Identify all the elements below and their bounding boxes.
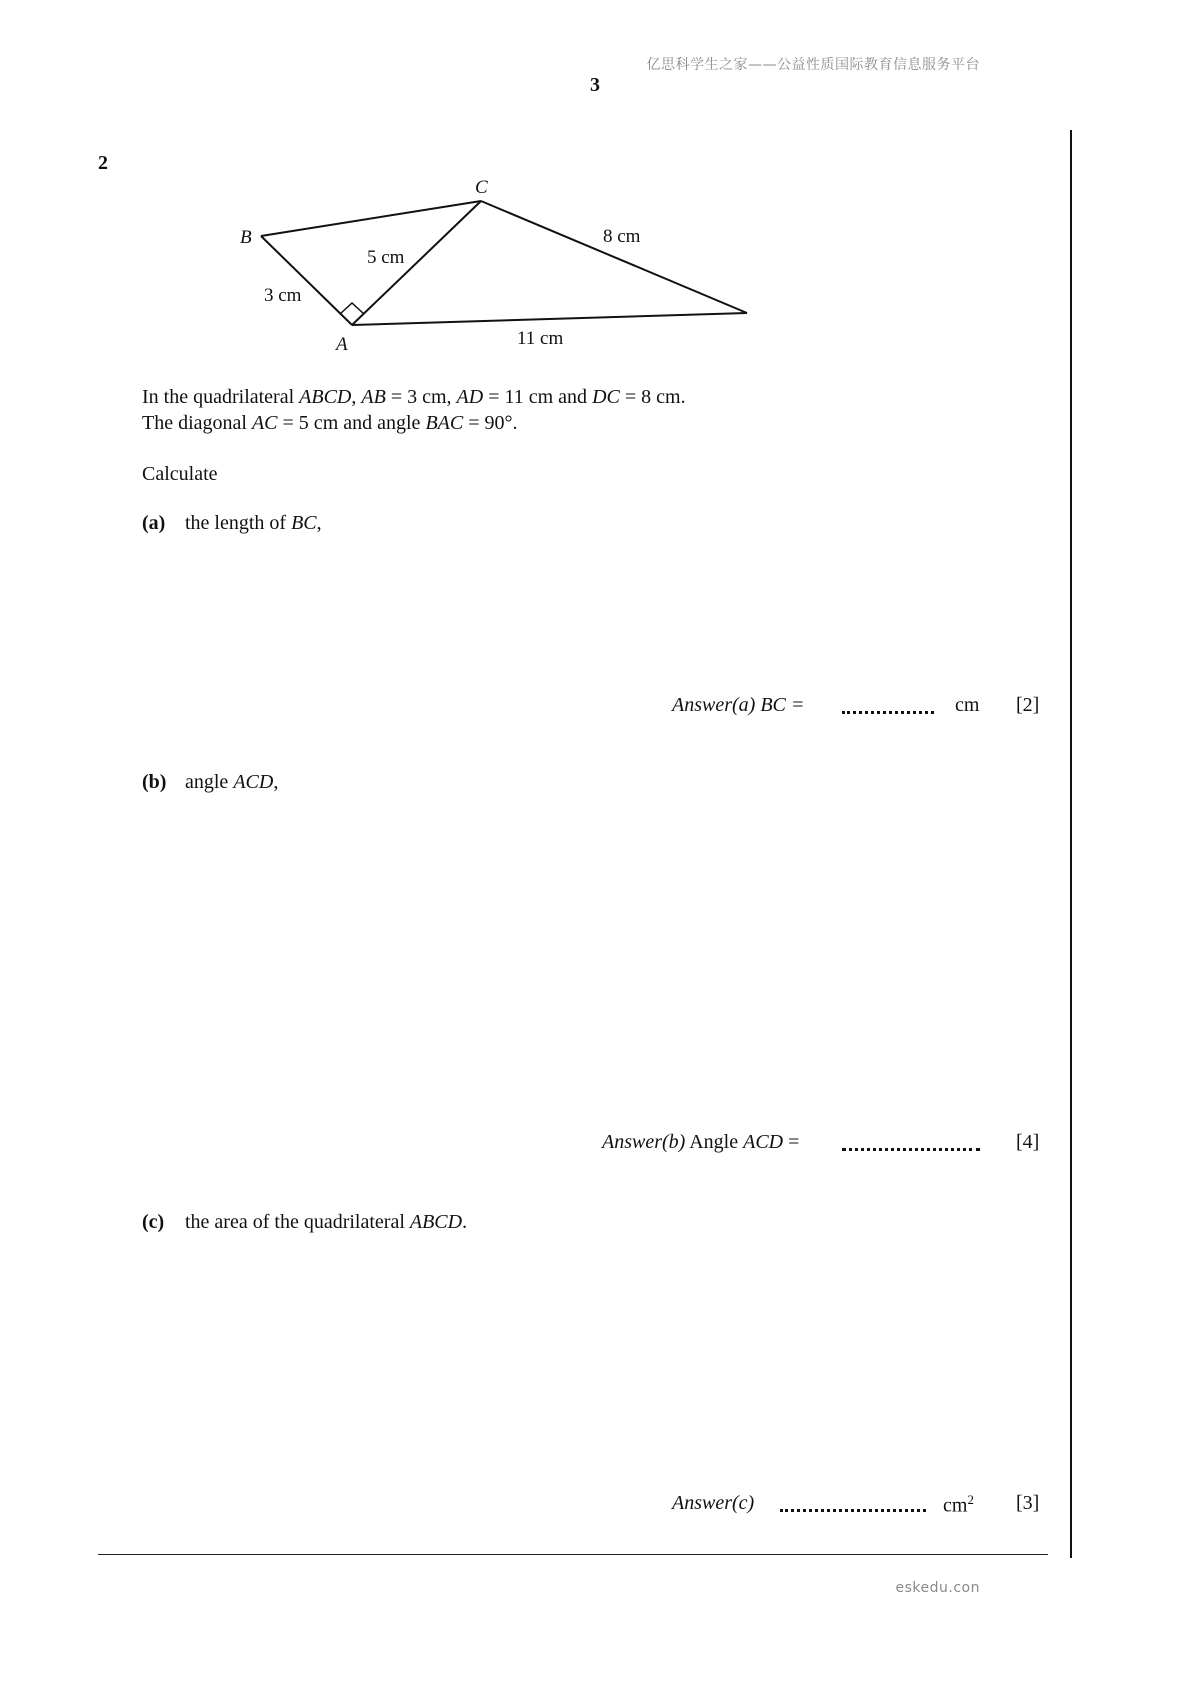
margin-rule — [1070, 130, 1072, 1558]
answer-c-label: Answer(c) — [672, 1492, 755, 1514]
page-number: 3 — [590, 74, 600, 96]
answer-a-line — [672, 694, 804, 717]
side-ab — [261, 236, 352, 325]
answer-c-unit: $cm^2$ — [943, 1492, 974, 1517]
header-watermark: 亿思科学生之家——公益性质国际教育信息服务平台 — [646, 57, 980, 73]
answer-b-field[interactable] — [842, 1147, 980, 1151]
right-angle-marker — [340, 303, 364, 314]
part-b-label: (b) — [142, 771, 167, 793]
answer-a-marks: [2] — [1016, 694, 1040, 716]
stem-line-2: The diagonal AC = 5 cm and angle BAC = 90°. — [142, 412, 518, 434]
part-c-prompt: (c) the area of the quadrilateral ABCD. — [142, 1211, 468, 1233]
label-ad: 11 cm — [517, 328, 564, 349]
answer-c-marks: [3] — [1016, 1492, 1040, 1514]
answer-c-field[interactable] — [780, 1508, 926, 1512]
footer-site: eskedu.con — [895, 1580, 980, 1596]
vertex-c: C — [475, 177, 488, 198]
answer-a-field[interactable] — [842, 710, 934, 714]
part-a-label: (a) — [142, 512, 166, 534]
question-number: 2 — [98, 152, 108, 174]
vertex-b: B — [240, 227, 252, 248]
side-cd — [481, 201, 747, 313]
answer-a-unit: cm — [955, 694, 980, 716]
stem-line-1: In the quadrilateral ABCD, AB = 3 cm, AD = 11 cm and DC = 8 cm. — [142, 386, 686, 408]
bottom-rule — [98, 1554, 1048, 1555]
vertex-a: A — [336, 334, 348, 355]
side-bc — [261, 201, 481, 236]
part-a-prompt: (a) the length of BC, — [142, 512, 322, 534]
part-c-label: (c) — [142, 1211, 165, 1233]
question-stem — [142, 384, 686, 436]
answer-b-marks: [4] — [1016, 1131, 1040, 1153]
answer-c-line — [672, 1492, 754, 1515]
label-ac: 5 cm — [367, 247, 405, 268]
answer-b-line: Answer(b) Angle ACD = — [602, 1131, 800, 1153]
label-cd: 8 cm — [603, 226, 641, 247]
label-ab: 3 cm — [264, 285, 302, 306]
part-b-prompt: (b) angle ACD, — [142, 771, 279, 793]
calculate-instruction: Calculate — [142, 463, 218, 485]
quadrilateral-diagram — [200, 165, 760, 365]
side-ad — [352, 313, 747, 325]
answer-a-label: Answer(a) BC = — [672, 694, 805, 716]
